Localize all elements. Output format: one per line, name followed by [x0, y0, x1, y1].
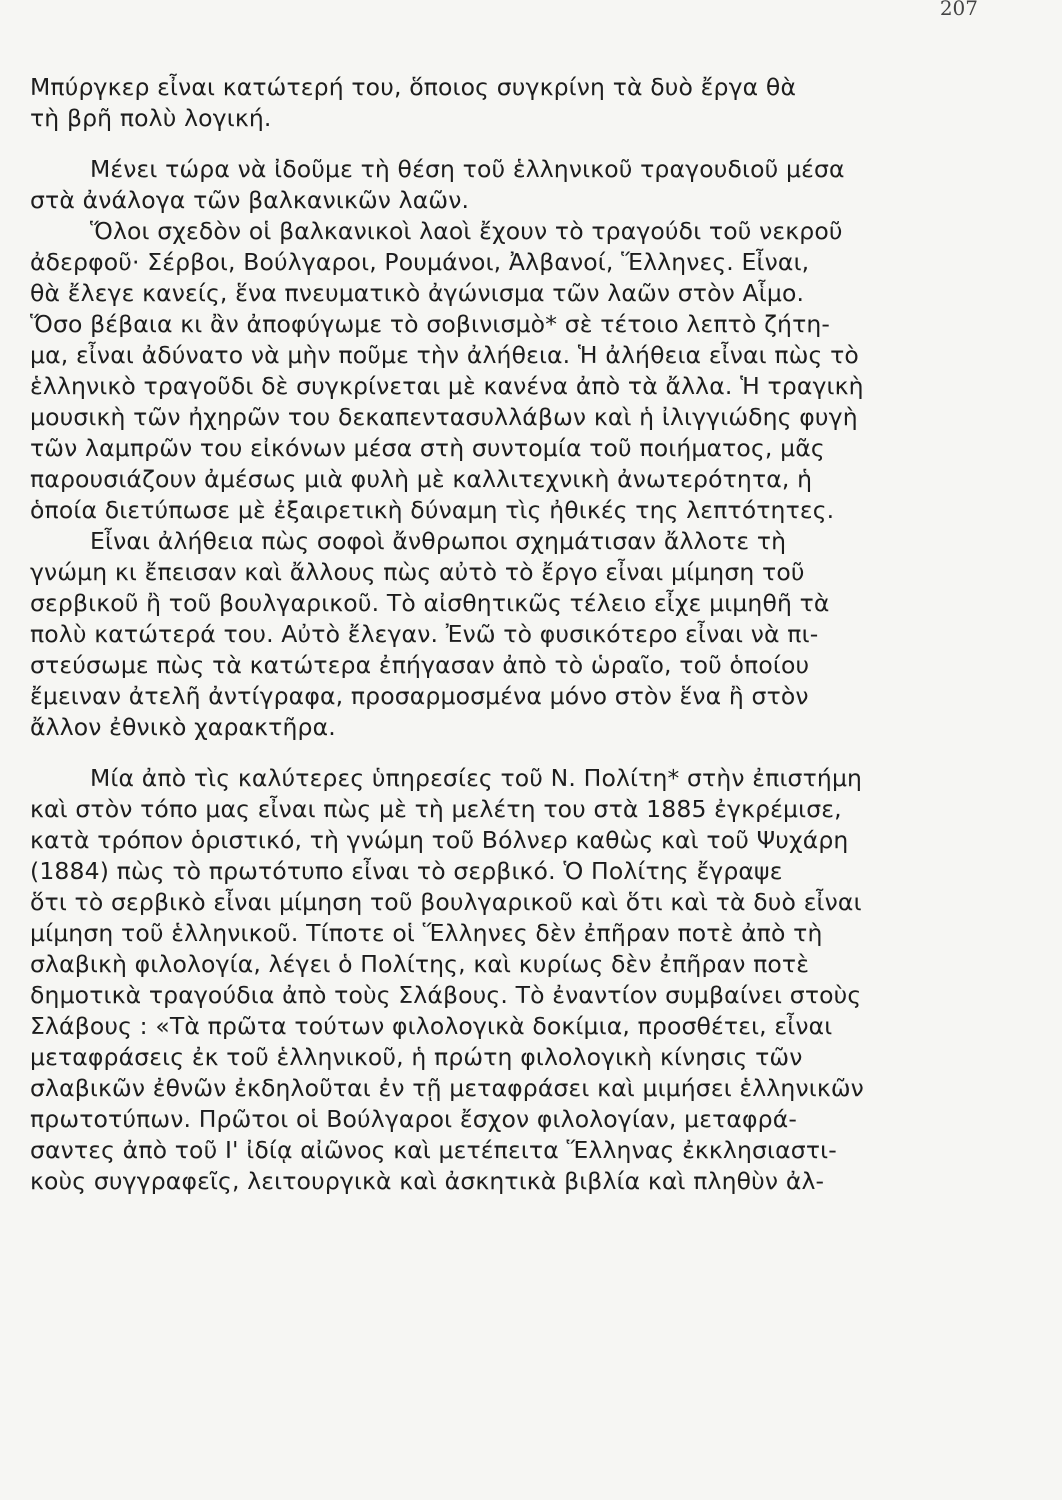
text-line: στὰ ἀνάλογα τῶν βαλκανικῶν λαῶν. [30, 186, 470, 214]
text-line: πρωτοτύπων. Πρῶτοι οἱ Βούλγαροι ἔσχον φιλολογίαν, μεταφρά- [30, 1105, 798, 1133]
text-line: θὰ ἔλεγε κανείς, ἕνα πνευματικὸ ἀγώνισμα τῶν λαῶν στὸν Αἷμο. [30, 279, 805, 307]
text-line: τῶν λαμπρῶν του εἰκόνων μέσα στὴ συντομία τοῦ ποιήματος, μᾶς [30, 434, 825, 462]
text-line: σαντες ἀπὸ τοῦ Ι' ἰδίᾳ αἰῶνος καὶ μετέπειτα Ἕλληνας ἐκκλησιαστι- [30, 1136, 837, 1164]
text-line: καὶ στὸν τόπο μας εἶναι πὼς μὲ τὴ μελέτη του στὰ 1885 ἐγκρέμισε, [30, 795, 842, 823]
text-line: παρουσιάζουν ἀμέσως μιὰ φυλὴ μὲ καλλιτεχνικὴ ἀνωτερότητα, ἡ [30, 465, 813, 493]
text-line: Ὅλοι σχεδὸν οἱ βαλκανικοὶ λαοὶ ἔχουν τὸ τραγούδι τοῦ νεκροῦ [90, 217, 843, 245]
text-line: Μένει τώρα νὰ ἰδοῦμε τὴ θέση τοῦ ἑλληνικοῦ τραγουδιοῦ μέσα [90, 155, 845, 183]
text-line: Εἶναι ἀλήθεια πὼς σοφοὶ ἄνθρωποι σχημάτισαν ἄλλοτε τὴ [90, 527, 787, 555]
text-line: Μία ἀπὸ τὶς καλύτερες ὑπηρεσίες τοῦ Ν. Πολίτη* στὴν ἐπιστήμη [90, 764, 863, 792]
text-line: (1884) πὼς τὸ πρωτότυπο εἶναι τὸ σερβικό. Ὁ Πολίτης ἔγραψε [30, 857, 783, 885]
text-line: δημοτικὰ τραγούδια ἀπὸ τοὺς Σλάβους. Τὸ ἐναντίον συμβαίνει στοὺς [30, 981, 862, 1009]
text-line: στεύσωμε πὼς τὰ κατώτερα ἐπήγασαν ἀπὸ τὸ ὡραῖο, τοῦ ὁποίου [30, 651, 810, 679]
page-number: 207 [939, 0, 978, 20]
text-line: ὁποία διετύπωσε μὲ ἐξαιρετικὴ δύναμη τὶς ἠθικές της λεπτότητες. [30, 496, 835, 524]
text-line: τὴ βρῆ πολὺ λογική. [30, 104, 272, 132]
text-line: μίμηση τοῦ ἑλληνικοῦ. Τίποτε οἱ Ἕλληνες δὲν ἐπῆραν ποτὲ ἀπὸ τὴ [30, 919, 823, 947]
text-line: μουσικὴ τῶν ἠχηρῶν του δεκαπεντασυλλάβων καὶ ἡ ἰλιγγιώδης φυγὴ [30, 403, 858, 431]
text-line: ἄλλον ἐθνικὸ χαρακτῆρα. [30, 713, 336, 741]
paragraph-gap [30, 134, 950, 154]
text-line: γνώμη κι ἔπεισαν καὶ ἄλλους πὼς αὐτὸ τὸ ἔργο εἶναι μίμηση τοῦ [30, 558, 805, 586]
paragraph-gap [30, 743, 950, 763]
text-line: σερβικοῦ ἢ τοῦ βουλγαρικοῦ. Τὸ αἰσθητικῶς τέλειο εἶχε μιμηθῆ τὰ [30, 589, 830, 617]
text-line: μα, εἶναι ἀδύνατο νὰ μὴν ποῦμε τὴν ἀλήθεια. Ἡ ἀλήθεια εἶναι πὼς τὸ [30, 341, 859, 369]
text-line: Ὅσο βέβαια κι ἂν ἀποφύγωμε τὸ σοβινισμὸ* σὲ τέτοιο λεπτὸ ζήτη- [30, 310, 831, 338]
text-line: κατὰ τρόπον ὁριστικό, τὴ γνώμη τοῦ Βόλνερ καθὼς καὶ τοῦ Ψυχάρη [30, 826, 849, 854]
text-line: ἀδερφοῦ· Σέρβοι, Βούλγαροι, Ρουμάνοι, Ἀλβανοί, Ἕλληνες. Εἶναι, [30, 248, 810, 276]
text-line: Μπύργκερ εἶναι κατώτερή του, ὅποιος συγκρίνη τὰ δυὸ ἔργα θὰ [30, 73, 797, 101]
text-line: μεταφράσεις ἐκ τοῦ ἑλληνικοῦ, ἡ πρώτη φιλολογικὴ κίνησις τῶν [30, 1043, 803, 1071]
text-line: σλαβικὴ φιλολογία, λέγει ὁ Πολίτης, καὶ κυρίως δὲν ἐπῆραν ποτὲ [30, 950, 810, 978]
body-text [30, 72, 950, 1197]
text-line: ὅτι τὸ σερβικὸ εἶναι μίμηση τοῦ βουλγαρικοῦ καὶ ὅτι καὶ τὰ δυὸ εἶναι [30, 888, 862, 916]
text-line: ἑλληνικὸ τραγοῦδι δὲ συγκρίνεται μὲ κανένα ἀπὸ τὰ ἄλλα. Ἡ τραγικὴ [30, 372, 864, 400]
text-line: κοὺς συγγραφεῖς, λειτουργικὰ καὶ ἀσκητικὰ βιβλία καὶ πληθὺν ἀλ- [30, 1167, 825, 1195]
text-line: Σλάβους : «Τὰ πρῶτα τούτων φιλολογικὰ δοκίμια, προσθέτει, εἶναι [30, 1012, 833, 1040]
text-line: πολὺ κατώτερά του. Αὐτὸ ἔλεγαν. Ἐνῶ τὸ φυσικότερο εἶναι νὰ πι- [30, 620, 819, 648]
text-line: ἔμειναν ἀτελῆ ἀντίγραφα, προσαρμοσμένα μόνο στὸν ἕνα ἢ στὸν [30, 682, 809, 710]
text-line: σλαβικῶν ἐθνῶν ἐκδηλοῦται ἐν τῇ μεταφράσει καὶ μιμήσει ἑλληνικῶν [30, 1074, 864, 1102]
